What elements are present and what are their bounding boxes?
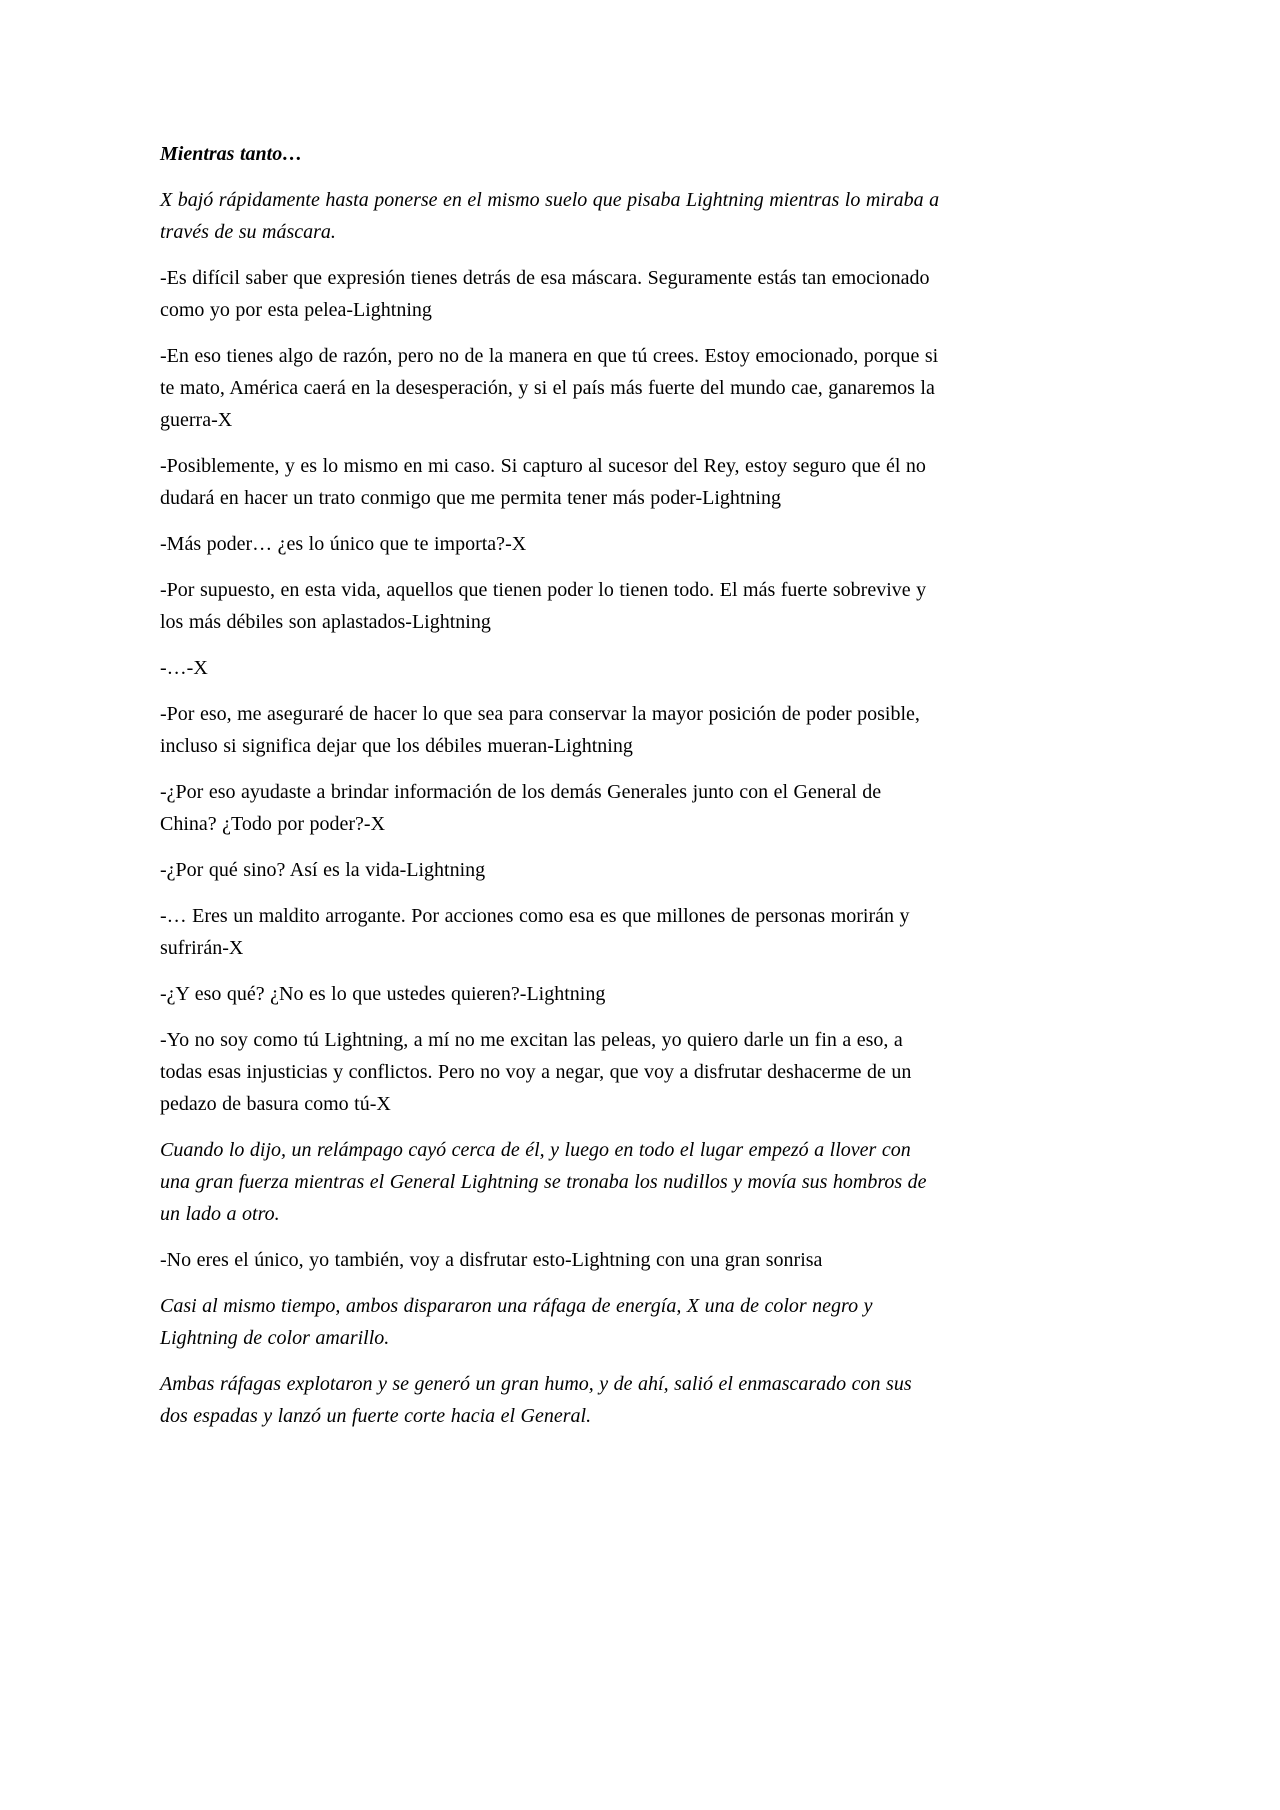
paragraph: -… Eres un maldito arrogante. Por acciones como esa es que millones de personas morirán y sufrirán-X xyxy=(160,905,910,959)
paragraph: -Posiblemente, y es lo mismo en mi caso. Si capturo al sucesor del Rey, estoy seguro que él no dudará en hacer un trato conmigo que me permita tener más poder-Lightning xyxy=(160,455,926,509)
paragraph: -Yo no soy como tú Lightning, a mí no me excitan las peleas, yo quiero darle un fin a eso, a todas esas injusticias y conflictos. Pero no voy a negar, que voy a disfrutar deshacerme de un pedazo de basura como tú-X xyxy=(160,1029,912,1115)
paragraph: X bajó rápidamente hasta ponerse en el mismo suelo que pisaba Lightning mientras lo miraba a través de su máscara. xyxy=(160,189,940,243)
paragraph: Ambas ráfagas explotaron y se generó un gran humo, y de ahí, salió el enmascarado con sus dos espadas y lanzó un fuerte corte hacia el General. xyxy=(160,1373,912,1427)
paragraph: Cuando lo dijo, un relámpago cayó cerca de él, y luego en todo el lugar empezó a llover con una gran fuerza mientras el General Lightning se tronaba los nudillos y movía sus hombros de un lado a otro. xyxy=(160,1139,927,1225)
paragraph: -Por supuesto, en esta vida, aquellos que tienen poder lo tienen todo. El más fuerte sobrevive y los más débiles son aplastados-Lightning xyxy=(160,579,927,633)
paragraph: -¿Por eso ayudaste a brindar información de los demás Generales junto con el General de China? ¿Todo por poder?-X xyxy=(160,781,882,835)
paragraph: -Es difícil saber que expresión tienes detrás de esa máscara. Seguramente estás tan emocionado como yo por esta pelea-Lightning xyxy=(160,267,930,321)
paragraph: -Por eso, me aseguraré de hacer lo que sea para conservar la mayor posición de poder posible, incluso si significa dejar que los débiles mueran-Lightning xyxy=(160,703,920,757)
paragraph: -…-X xyxy=(160,657,208,679)
paragraph: -¿Y eso qué? ¿No es lo que ustedes quieren?-Lightning xyxy=(160,983,606,1005)
paragraph: Casi al mismo tiempo, ambos dispararon una ráfaga de energía, X una de color negro y Lightning de color amarillo. xyxy=(160,1295,873,1349)
paragraph: -No eres el único, yo también, voy a disfrutar esto-Lightning con una gran sonrisa xyxy=(160,1249,823,1271)
document-content xyxy=(160,138,942,1432)
paragraph: -En eso tienes algo de razón, pero no de la manera en que tú crees. Estoy emocionado, porque si te mato, América caerá en la desesperación, y si el país más fuerte del mundo cae, ganaremos la guerra-X xyxy=(160,345,939,431)
document-heading: Mientras tanto… xyxy=(160,143,303,165)
paragraph: -¿Por qué sino? Así es la vida-Lightning xyxy=(160,859,486,881)
paragraph: -Más poder… ¿es lo único que te importa?-X xyxy=(160,533,527,555)
